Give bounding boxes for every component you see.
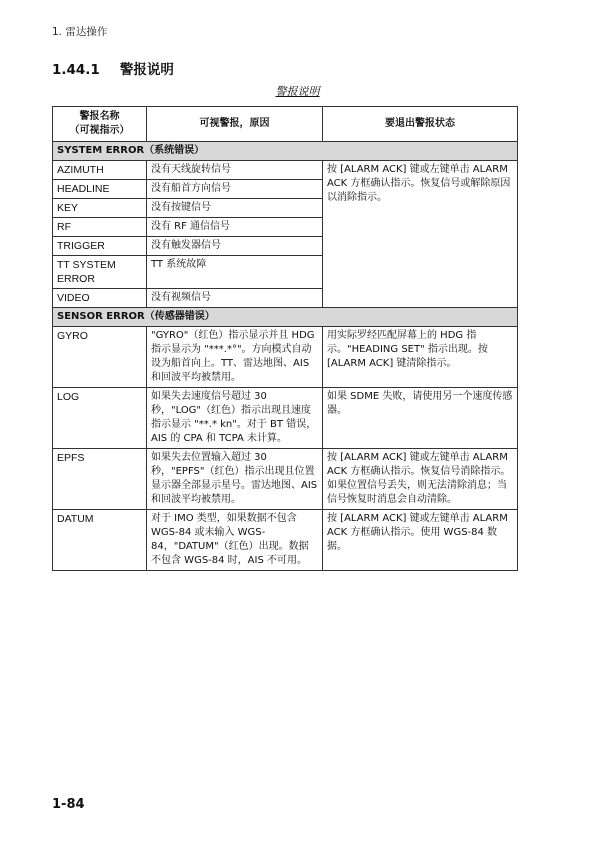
table-row xyxy=(53,449,518,510)
alarm-name: EPFS xyxy=(53,449,147,510)
group-title: SYSTEM ERROR（系统错误） xyxy=(53,142,518,161)
header-exit: 要退出警报状态 xyxy=(323,107,518,142)
alarm-name: DATUM xyxy=(53,510,147,571)
section-number: 1.44.1 xyxy=(52,62,100,78)
running-header: 1. 雷达操作 xyxy=(52,26,108,38)
table-row xyxy=(53,388,518,449)
group-row-sensor-error xyxy=(53,308,518,327)
alarm-name: VIDEO xyxy=(53,289,147,308)
header-alarm-name: 警报名称 （可视指示） xyxy=(53,107,147,142)
alarm-cause: 没有按键信号 xyxy=(147,199,323,218)
table-row xyxy=(53,327,518,388)
group-title: SENSOR ERROR（传感器错误） xyxy=(53,308,518,327)
table-row xyxy=(53,161,518,180)
alarm-table xyxy=(52,106,518,571)
alarm-name: RF xyxy=(53,218,147,237)
alarm-name: AZIMUTH xyxy=(53,161,147,180)
alarm-exit: 如果 SDME 失败，请使用另一个速度传感器。 xyxy=(323,388,518,449)
alarm-cause: 没有 RF 通信信号 xyxy=(147,218,323,237)
alarm-cause: 对于 IMO 类型，如果数据不包含 WGS-84 或未输入 WGS-84，"DATUM"（红色）出现。数据不包含 WGS-84 时，AIS 不可用。 xyxy=(147,510,323,571)
alarm-cause: 没有船首方向信号 xyxy=(147,180,323,199)
table-caption: 警报说明 xyxy=(275,85,320,98)
section-title: 警报说明 xyxy=(119,62,174,78)
alarm-cause: TT 系统故障 xyxy=(147,256,323,289)
alarm-cause: 没有触发器信号 xyxy=(147,237,323,256)
alarm-exit: 按 [ALARM ACK] 键或左键单击 ALARM ACK 方框确认指示。使用 WGS-84 数据。 xyxy=(323,510,518,571)
alarm-cause: 没有视频信号 xyxy=(147,289,323,308)
alarm-exit: 用实际罗经匹配屏幕上的 HDG 指示。"HEADING SET" 指示出现。按 [ALARM ACK] 键清除指示。 xyxy=(323,327,518,388)
table-header-row xyxy=(53,107,518,142)
alarm-name: TT SYSTEM ERROR xyxy=(53,256,147,289)
alarm-cause: "GYRO"（红色）指示显示并且 HDG 指示显示为 "***.*°"。方向模式自动设为船首向上。TT、雷达地图、AIS 和回波平均被禁用。 xyxy=(147,327,323,388)
header-cause: 可视警报，原因 xyxy=(147,107,323,142)
alarm-name: KEY xyxy=(53,199,147,218)
alarm-name: LOG xyxy=(53,388,147,449)
group-row-system-error xyxy=(53,142,518,161)
page-number: 1-84 xyxy=(52,797,85,812)
alarm-exit: 按 [ALARM ACK] 键或左键单击 ALARM ACK 方框确认指示。恢复信号消除指示。如果位置信号丢失，则无法清除消息；当信号恢复时消息会自动清除。 xyxy=(323,449,518,510)
alarm-name: GYRO xyxy=(53,327,147,388)
alarm-name: HEADLINE xyxy=(53,180,147,199)
section-heading xyxy=(52,58,174,78)
alarm-cause: 如果失去速度信号超过 30 秒，"LOG"（红色）指示出现且速度指示显示 "**.* kn"。对于 BT 错误，AIS 的 CPA 和 TCPA 未计算。 xyxy=(147,388,323,449)
table-row xyxy=(53,510,518,571)
alarm-cause: 如果失去位置输入超过 30 秒，"EPFS"（红色）指示出现且位置显示器全部显示星号。雷达地图、AIS 和回波平均被禁用。 xyxy=(147,449,323,510)
alarm-cause: 没有天线旋转信号 xyxy=(147,161,323,180)
alarm-name: TRIGGER xyxy=(53,237,147,256)
alarm-exit-shared: 按 [ALARM ACK] 键或左键单击 ALARM ACK 方框确认指示。恢复信号或解除原因以消除指示。 xyxy=(323,161,518,308)
